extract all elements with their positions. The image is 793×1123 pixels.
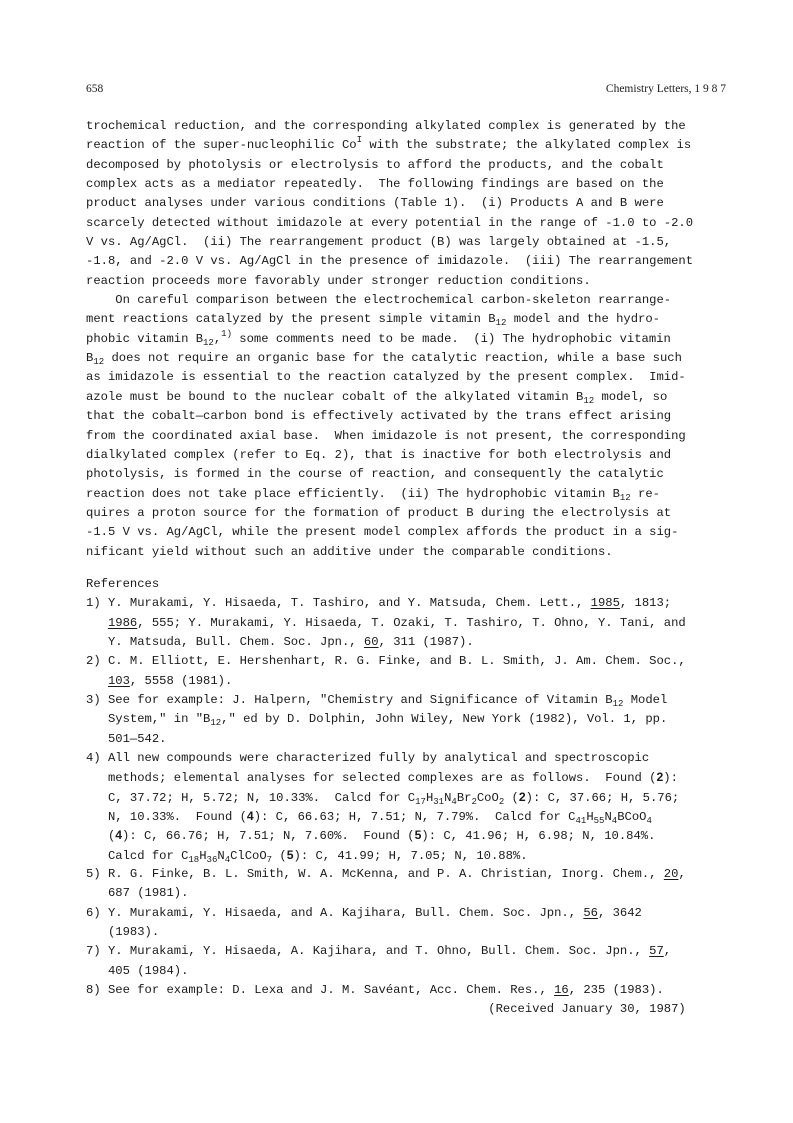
text-run: H [425,790,434,805]
text-run: 6) Y. Murakami, Y. Hisaeda, and A. Kajihara, Bull. Chem. Soc. Jpn., [86,905,584,920]
text-run: re- [630,486,660,501]
subscript: 7 [266,854,273,865]
reference-line [86,633,736,652]
page-number: 658 [86,83,104,95]
text-run: 4) All new compounds were characterized fully by analytical and spectroscopic [86,751,650,765]
text-run: 2) C. M. Elliott, E. Hershenhart, R. G. Finke, and B. L. Smith, J. Am. Chem. Soc., [86,654,686,669]
text-line [86,156,736,175]
text-run: V vs. Ag/AgCl. (ii) The rearrangement product (B) was largely obtained at -1.5, [86,235,672,250]
journal-info [606,83,726,95]
article-body [86,117,736,1020]
text-run: , 1813; [619,596,672,611]
text-line [86,368,736,387]
subscript: 12 [619,492,631,503]
volume-number: 56 [583,905,598,920]
text-run: phobic vitamin B [86,331,204,346]
text-run: trochemical reduction, and the corresponding alkylated complex is generated by the [86,119,686,133]
text-line [86,543,736,562]
text-run: N [444,790,452,805]
text-run: scarcely detected without imidazole at every potential in the range of -1.0 to -2.0 [86,215,694,230]
subscript: 12 [495,318,507,329]
text-run: , 311 (1987). [378,634,474,649]
text-run: dialkylated complex (refer to Eq. 2), that is inactive for both electrolysis and [86,447,672,462]
text-line [86,446,736,465]
reference-line [86,807,736,826]
compound-number: 5 [286,847,294,862]
subscript: 12 [203,337,214,348]
text-run: , [678,867,686,882]
text-run: ): C, 66.76; H, 7.51; N, 7.60%. Found ( [122,829,415,844]
subscript: 4 [611,816,618,827]
text-run: 7) Y. Murakami, Y. Hisaeda, A. Kajihara, and T. Ohno, Bull. Chem. Soc. Jpn., [86,944,650,959]
text-run: , [213,331,222,346]
text-run: methods; elemental analyses for selected complexes are as follows. Found ( [86,771,657,786]
text-run: Calcd for C [86,848,189,863]
text-run: 501—542. [86,731,167,746]
text-run [86,674,108,688]
references-list [86,594,736,1000]
subscript: 36 [206,854,218,865]
text-line [86,310,736,329]
subscript: 12 [93,357,105,368]
text-run: 3) See for example: J. Halpern, "Chemistry and Significance of Vitamin B [86,692,613,707]
text-run: some comments need to be made. (i) The hydrophobic vitamin [231,331,671,346]
text-run: ," ed by D. Dolphin, John Wiley, New York (1982), Vol. 1, pp. [221,712,668,727]
volume-number: 20 [663,867,679,882]
text-run: , 555; Y. Murakami, Y. Hisaeda, T. Ozaki, T. Tashiro, T. Ohno, Y. Tani, and [137,615,686,630]
paragraph-2 [86,291,736,562]
text-run: ( [86,829,116,844]
subscript: 12 [612,698,624,709]
reference-line [86,846,736,865]
text-run: 8) See for example: D. Lexa and J. M. Savéant, Acc. Chem. Res., [86,983,555,998]
reference-line [86,652,736,671]
reference-line [86,981,736,1000]
compound-number: 2 [656,770,664,785]
text-line [86,214,736,233]
reference-line [86,826,736,845]
text-run: -1.8, and -2.0 V vs. Ag/AgCl in the presence of imidazole. (iii) The rearrangement [86,254,694,269]
reference-line [86,942,736,961]
text-run: , [663,944,672,959]
text-run: N, 10.33%. Found ( [86,810,247,825]
text-line [86,291,736,310]
volume-number: 1985 [590,596,620,611]
text-run: , 5558 (1981). [129,673,233,688]
subscript: 17 [415,796,426,807]
text-line [86,388,736,407]
volume-number: 60 [363,634,379,649]
text-run: N [217,848,225,863]
text-run: as imidazole is essential to the reaction catalyzed by the present complex. Imid- [86,370,686,385]
subscript: 12 [583,395,595,406]
text-run: model and the hydro- [506,312,660,327]
text-run: azole must be bound to the nuclear cobalt of the alkylated vitamin B [86,389,584,404]
subscript: 31 [433,796,445,807]
text-run: from the coordinated axial base. When imidazole is not present, the corresponding [86,428,686,443]
text-line [86,504,736,523]
text-line [86,252,736,271]
compound-number: 2 [518,789,526,804]
subscript: 55 [593,816,605,827]
text-line [86,194,736,213]
subscript: 12 [210,718,222,729]
subscript: 4 [646,816,652,827]
reference-line [86,788,736,807]
text-run: ): C, 66.63; H, 7.51; N, 7.79%. Calcd for C [253,810,576,825]
page-header [86,83,726,99]
reference-line [86,730,736,749]
subscript: 18 [188,854,200,865]
subscript: 4 [224,854,231,865]
paragraph-1 [86,117,736,291]
text-run: ): [663,771,678,786]
subscript: 2 [498,796,505,807]
text-run: , 235 (1983). [568,983,664,998]
text-run: ClCoO [230,848,267,863]
reference-line [86,923,736,942]
reference-line [86,884,736,903]
text-run: quires a proton source for the formation of product B during the electrolysis at [86,505,672,520]
reference-line [86,614,736,633]
text-run: does not require an organic base for the catalytic reaction, while a base such [104,351,682,366]
text-run: 687 (1981). [86,886,189,901]
text-run: B [86,351,94,366]
text-run: ( [504,790,519,805]
text-run: with the substrate; the alkylated complex is [362,138,692,153]
text-run: , 3642 [597,905,642,920]
text-run: System," in "B [86,712,211,727]
text-run: ment reactions catalyzed by the present simple vitamin B [86,312,496,327]
subscript: 4 [451,796,457,807]
superscript: I [356,135,363,146]
text-run: 1) Y. Murakami, Y. Hisaeda, T. Tashiro, and Y. Matsuda, Chem. Lett., [86,596,591,611]
text-run: Br [456,790,472,805]
text-run: product analyses under various conditions (Table 1). (i) Products A and B were [86,196,664,211]
volume-number: 16 [554,983,569,998]
text-run: H [199,848,207,863]
subscript: 41 [575,816,587,827]
text-run: photolysis, is formed in the course of reaction, and consequently the catalytic [86,467,664,482]
compound-number: 5 [414,828,422,843]
reference-line [86,672,736,691]
text-run: that the cobalt—carbon bond is effectively activated by the trans effect arising [86,409,672,424]
text-run: -1.5 V vs. Ag/AgCl, while the present model complex affords the product in a sig- [86,525,679,540]
reference-line [86,691,736,710]
text-run: (1983). [86,925,160,940]
text-run [86,616,108,630]
text-run: model, so [594,389,668,404]
text-run: Y. Matsuda, Bull. Chem. Soc. Jpn., [86,634,364,649]
references-heading: References [86,576,160,591]
text-run: nificant yield without such an additive under the comparable conditions. [86,544,613,559]
subscript: 2 [471,796,477,807]
reference-line [86,710,736,729]
text-line [86,175,736,194]
text-run: Model [623,692,668,707]
text-run: CoO [476,790,499,805]
received-date: (Received January 30, 1987) [86,1002,686,1017]
text-line [86,465,736,484]
text-run: On careful comparison between the electrochemical carbon-skeleton rearrange- [86,293,672,308]
volume-number: 1986 [107,615,138,630]
text-line [86,523,736,542]
journal-year: 1 9 8 7 [694,83,726,95]
text-line [86,233,736,252]
compound-number: 4 [246,809,254,824]
text-run: reaction proceeds more favorably under stronger reduction conditions. [86,273,591,288]
journal-name: Chemistry Letters, [605,83,692,95]
text-run: C, 37.72; H, 5.72; N, 10.33%. Calcd for C [86,790,416,805]
text-run: BCoO [617,810,647,825]
volume-number: 103 [107,673,130,688]
text-line [86,427,736,446]
text-line [86,407,736,426]
volume-number: 57 [649,944,664,959]
superscript: 1) [221,328,232,339]
compound-number: 4 [115,828,123,843]
text-run: ): C, 37.66; H, 5.76; [525,790,680,805]
text-run: complex acts as a mediator repeatedly. The following findings are based on the [86,177,664,192]
text-line [86,272,736,291]
text-line [86,117,736,136]
reference-line [86,904,736,923]
reference-line [86,594,736,613]
text-run: 5) R. G. Finke, B. L. Smith, W. A. McKenna, and P. A. Christian, Inorg. Chem., [86,867,664,882]
reference-line [86,749,736,768]
reference-line [86,768,736,787]
text-run: reaction of the super-nucleophilic Co [86,138,357,153]
text-line [86,485,736,504]
text-line [86,330,736,349]
text-run: ): C, 41.96; H, 6.98; N, 10.84%. [421,829,656,844]
reference-line [86,865,736,884]
text-line [86,349,736,368]
text-run: ( [272,848,287,863]
text-run: 405 (1984). [86,963,189,978]
text-line [86,136,736,155]
text-run: ): C, 41.99; H, 7.05; N, 10.88%. [293,848,528,863]
text-run: N [604,810,612,825]
text-run: decomposed by photolysis or electrolysis to afford the products, and the cobalt [86,157,664,172]
section-gap [86,562,736,575]
text-run: reaction does not take place efficiently. (ii) The hydrophobic vitamin B [86,486,620,501]
reference-line [86,962,736,981]
text-run: H [586,810,594,825]
